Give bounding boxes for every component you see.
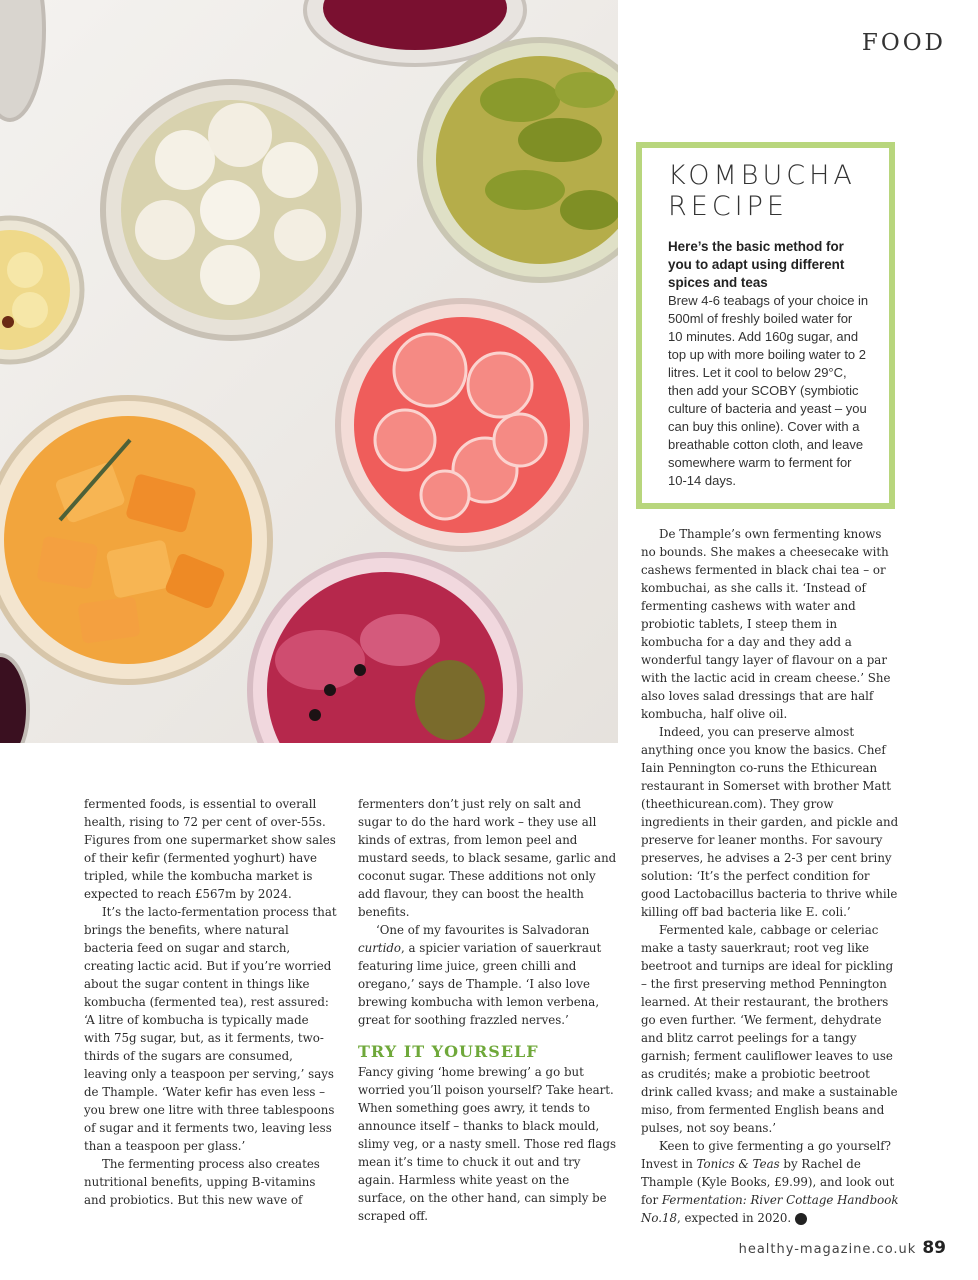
recipe-title-line2: RECIPE [668, 191, 788, 222]
gherkin-jar [420, 40, 618, 280]
text-run: , a spicier variation of sauerkraut featuring lime juice, green chilli and oregano,’ says de Thample. ‘I also love brewing kombucha with lemon verbena, great for soothing frazzled nerves.’ [358, 941, 602, 1027]
section-label: FOOD [861, 30, 946, 56]
cauliflower-jar [103, 82, 359, 338]
paragraph: De Thample’s own fermenting knows no bounds. She makes a cheesecake with cashews fermented in black chai tea – or kombuchai, as she calls it. ‘Instead of fermenting cashews with water and probiotic tablets, I steep them in kombucha for a day and they add a wonderful tangy layer of flavour on a par with the lactic acid in cream cheese.’ She also loves salad dressings that are half kombucha, half olive oil. [641, 527, 891, 721]
recipe-subtitle: Here’s the basic method for you to adapt using different spices and teas [668, 239, 845, 290]
paragraph: Indeed, you can preserve almost anything once you know the basics. Chef Iain Pennington co-runs the Ethicurean restaurant in Somerset with brother Matt (theethicurean.com). They grow ingredients in their garden, and pickle and preserve for leaner months. For savoury preserves, he advises a 2-3 per cent briny solution: ‘It’s the perfect condition for good Lactobacillus bacteria to thrive while killing off bad bacteria like E. coli.’ [641, 725, 899, 919]
page-number: 89 [922, 1238, 946, 1258]
text-run: by Rachel de Thample (Kyle Books, £9.99), and look out for [641, 1157, 895, 1207]
hero-photo [0, 0, 618, 743]
partial-jar [0, 0, 44, 120]
recipe-title-line1: KOMBUCHA [668, 160, 856, 191]
sweet-potato-jar [0, 398, 270, 682]
recipe-box [636, 142, 895, 509]
paragraph [358, 921, 618, 1029]
recipe-title [668, 160, 869, 222]
website-url: healthy-magazine.co.uk [738, 1242, 917, 1257]
paragraph: fermenters don’t just rely on salt and sugar to do the hard work – they use all kinds of extras, from lemon peel and mustard seeds, to black sesame, garlic and coconut sugar. These additions not only add flavour, they can boost the health benefits. [358, 797, 617, 919]
paragraph: Fancy giving ‘home brewing’ a go but worried you’ll poison yourself? Take heart. When something goes awry, it tends to announce itself – thanks to black mould, slimy veg, or a nasty smell. Those red flags mean it’s time to chuck it out and try again. Harmless white yeast on the surface, on the other hand, can simply be scraped off. [358, 1065, 617, 1223]
text-run: Keen to give fermenting a go yourself? Invest in [641, 1139, 891, 1171]
article-column-2 [358, 795, 618, 1225]
paragraph: Fermented kale, cabbage or celeriac make a tasty sauerkraut; root veg like beetroot and turnips are ideal for pickling – the first preserving method Pennington learned. At their restaurant, the brothers go even further. ‘We ferment, dehydrate and blitz carrot peelings for a tangy garnish; ferment cauliflower leaves to use as crudités; make a probiotic beetroot drink called kvass; and make a sustainable miso, from fermented English beans and pulses, not soy beans.’ [641, 923, 898, 1135]
onion-jar [250, 555, 520, 743]
text-run: ‘One of my favourites is Salvadoran [376, 923, 590, 937]
article-column-1 [84, 795, 338, 1209]
garlic-jar [0, 218, 82, 362]
paragraph [641, 1137, 899, 1227]
text-run: , expected in 2020. [676, 1211, 792, 1225]
paragraph: It’s the lacto-fermentation process that brings the benefits, where natural bacteria feed on sugar and starch, creating lactic acid. But if you’re worried about the sugar content in things like kombucha (fermented tea), rest assured: ‘A litre of kombucha is typically made with 75g sugar, but, as it ferments, two-thirds of the sugars are consumed, leaving only a teaspoon per serving,’ says de Thample. ‘Water kefir has even less – you brew one litre with three tablespoons of sugar and it ferments two, leaving less than a teaspoon per glass.’ [84, 905, 337, 1153]
page-footer [739, 1238, 946, 1258]
italic-term: curtido [358, 941, 402, 955]
recipe-body: Brew 4-6 teabags of your choice in 500ml of freshly boiled water for 10 minutes. Add 160g sugar, and top up with more boiling water to 2 litres. Let it cool to below 29°C, then add your SCOBY (symbiotic culture of bacteria and yeast – you can buy this online). Cover with a breathable cotton cloth, and leave somewhere warm to ferment for 10-14 days. [668, 293, 869, 488]
end-mark-icon: h [795, 1213, 807, 1225]
book-title: Tonics & Teas [696, 1157, 780, 1171]
subheading: TRY IT YOURSELF [358, 1042, 539, 1061]
article-column-3 [641, 525, 899, 1227]
paragraph: The fermenting process also creates nutritional benefits, upping B-vitamins and probiotics. But this new wave of [84, 1157, 320, 1207]
book-title: Fermentation: River Cottage Handbook No.18 [641, 1193, 899, 1225]
radish-jar [338, 301, 586, 549]
jars-illustration [0, 0, 618, 743]
paragraph: fermented foods, is essential to overall health, rising to 72 per cent of over-55s. Figures from one supermarket show sales of their kefir (fermented yoghurt) have tripled, while the kombucha market is expected to reach £567m by 2024. [84, 797, 336, 901]
partial-jar-bottom [0, 655, 28, 743]
